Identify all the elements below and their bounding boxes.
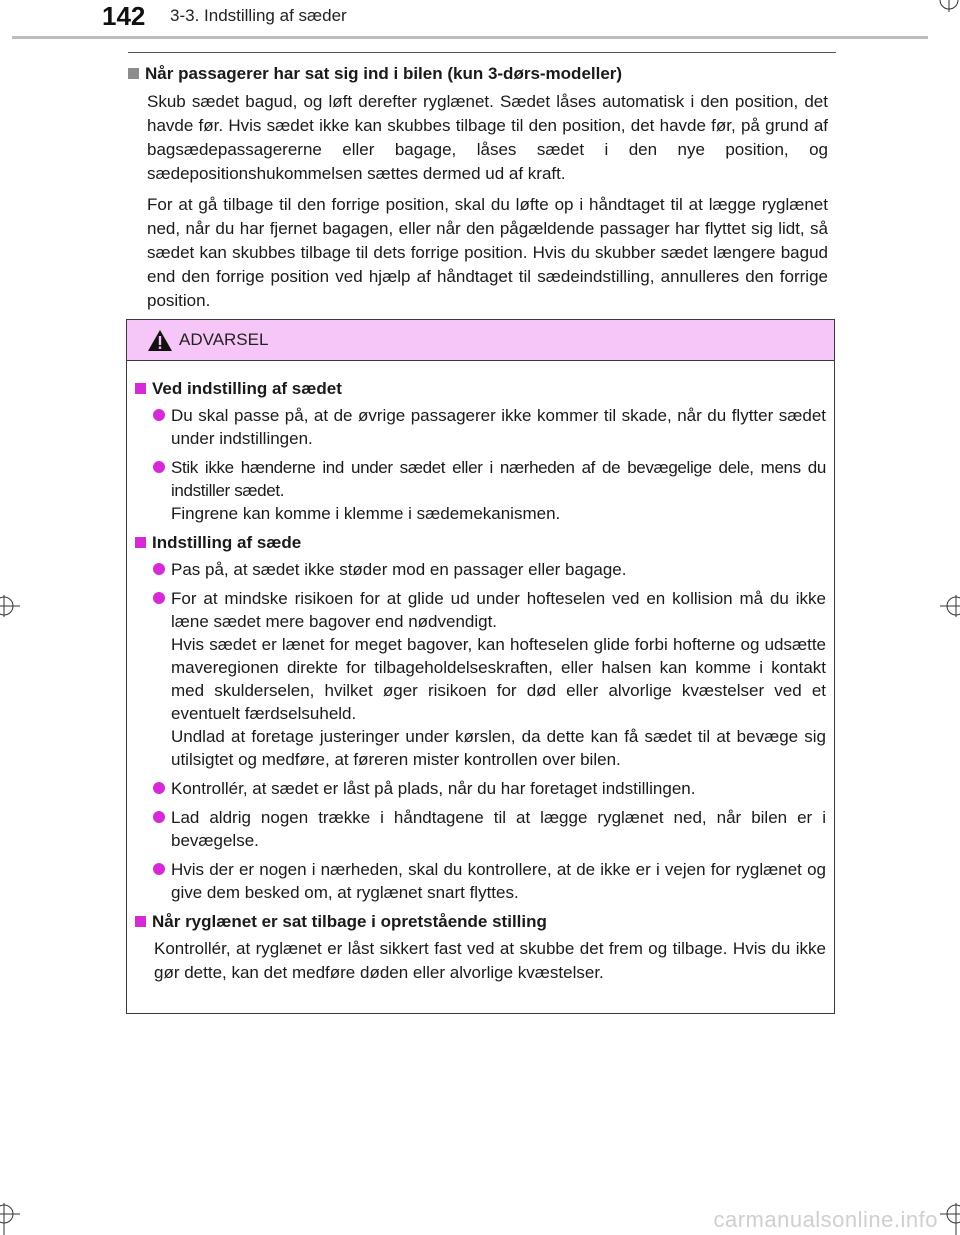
- warning-item: [135, 858, 826, 904]
- crop-mark-bottom-left-icon: [0, 1201, 22, 1235]
- warning-item-text: Du skal passe på, at de øvrige passagerer ikke kommer til skade, når du flytter sædet under indstillingen.: [171, 406, 826, 448]
- warning-header: [127, 320, 834, 361]
- warning-item-text: Hvis sædet er lænet for meget bagover, kan hofteselen glide forbi hofterne og udsætte maveregionen direkte for tilbageholdelseskraften, eller halsen kan komme i kontakt med skulderselen, hvilket øger risikoen for død eller alvorlige kvæstelser ved et eventuelt færdselsuheld.: [171, 635, 826, 723]
- intro-section: [128, 62, 828, 320]
- warning-section-heading: [135, 377, 826, 401]
- warning-item-text: Hvis der er nogen i nærheden, skal du kontrollere, at de ikke er i vejen for ryglænet og give dem besked om, at ryglænet snart flyttes.: [171, 860, 826, 902]
- round-bullet-icon: [153, 782, 165, 794]
- round-bullet-icon: [153, 409, 165, 421]
- round-bullet-icon: [153, 592, 165, 604]
- warning-item: [135, 404, 826, 450]
- warning-item: [135, 456, 826, 525]
- warning-body: [127, 361, 834, 985]
- round-bullet-icon: [153, 563, 165, 575]
- warning-item-text: Undlad at foretage justeringer under kørslen, da dette kan få sædet til at bevæge sig utilsigtet og medføre, at føreren mister kontrollen over bilen.: [171, 727, 826, 769]
- warning-item: [135, 777, 826, 800]
- warning-heading-text: Når ryglænet er sat tilbage i opretstående stilling: [152, 912, 547, 931]
- chapter-title: 3-3. Indstilling af sæder: [170, 6, 347, 25]
- warning-item-text: Stik ikke hænderne ind under sædet eller i nærheden af de bevægelige dele, mens du indstiller sædet.: [171, 458, 826, 500]
- crop-mark-bottom-right-icon: [936, 1201, 960, 1235]
- crop-mark-top-right-icon: [938, 0, 960, 14]
- square-bullet-icon: [135, 537, 146, 548]
- section-rule: [128, 52, 836, 53]
- warning-label: ADVARSEL: [179, 330, 269, 349]
- square-bullet-icon: [128, 68, 139, 79]
- round-bullet-icon: [153, 461, 165, 473]
- warning-triangle-icon: [147, 329, 173, 352]
- round-bullet-icon: [153, 863, 165, 875]
- warning-item-text: Lad aldrig nogen trække i håndtagene til at lægge ryglænet ned, når bilen er i bevægelse.: [171, 808, 826, 850]
- intro-paragraph: For at gå tilbage til den forrige position, skal du løfte op i håndtaget til at lægge ryglænet ned, når du har fjernet bagagen, eller når den pågældende passager har flyttet sig lidt, så sædet kan skubbes tilbage til dets forrige position. Hvis du skubber sædet længere bagud end den forrige position ved hjælp af håndtaget til sædeindstilling, annulleres den forrige position.: [147, 195, 828, 310]
- crop-mark-left-middle-icon: [0, 593, 22, 619]
- crop-mark-right-middle-icon: [936, 593, 960, 619]
- header-rule: [12, 36, 928, 39]
- intro-heading: [128, 62, 828, 86]
- warning-section-heading: [135, 531, 826, 555]
- warning-box: [126, 319, 835, 1014]
- warning-section-text: Kontrollér, at ryglænet er låst sikkert fast ved at skubbe det frem og tilbage. Hvis du ikke gør dette, kan det medføre døden eller alvorlige kvæstelser.: [154, 939, 826, 982]
- page-number: 142: [102, 1, 146, 31]
- warning-item-text: Kontrollér, at sædet er låst på plads, når du har foretaget indstillingen.: [171, 779, 696, 798]
- warning-section-heading: [135, 910, 826, 934]
- warning-item: [135, 587, 826, 771]
- square-bullet-icon: [135, 383, 146, 394]
- warning-heading-text: Indstilling af sæde: [152, 533, 302, 552]
- square-bullet-icon: [135, 916, 146, 927]
- intro-heading-text: Når passagerer har sat sig ind i bilen (kun 3-dørs-modeller): [145, 64, 623, 83]
- warning-item: [135, 806, 826, 852]
- warning-item-text: Fingrene kan komme i klemme i sædemekanismen.: [171, 504, 561, 523]
- warning-item-text: Pas på, at sædet ikke støder mod en passager eller bagage.: [171, 560, 627, 579]
- intro-paragraph: Skub sædet bagud, og løft derefter ryglænet. Sædet låses automatisk i den position, det havde før. Hvis sædet ikke kan skubbes tilbage til den position, det havde før, på grund af bagsædepassagererne eller bagage, låses sædet i den nye position, og sædepositionshukommelsen sættes dermed ud af kraft.: [147, 92, 828, 183]
- watermark: carmanualsonline.info: [713, 1207, 938, 1232]
- round-bullet-icon: [153, 811, 165, 823]
- warning-heading-text: Ved indstilling af sædet: [152, 379, 342, 398]
- warning-item: [135, 558, 826, 581]
- warning-item-text: For at mindske risikoen for at glide ud under hofteselen ved en kollision må du ikke læne sædet mere bagover end nødvendigt.: [171, 589, 826, 631]
- page-header: [0, 0, 960, 40]
